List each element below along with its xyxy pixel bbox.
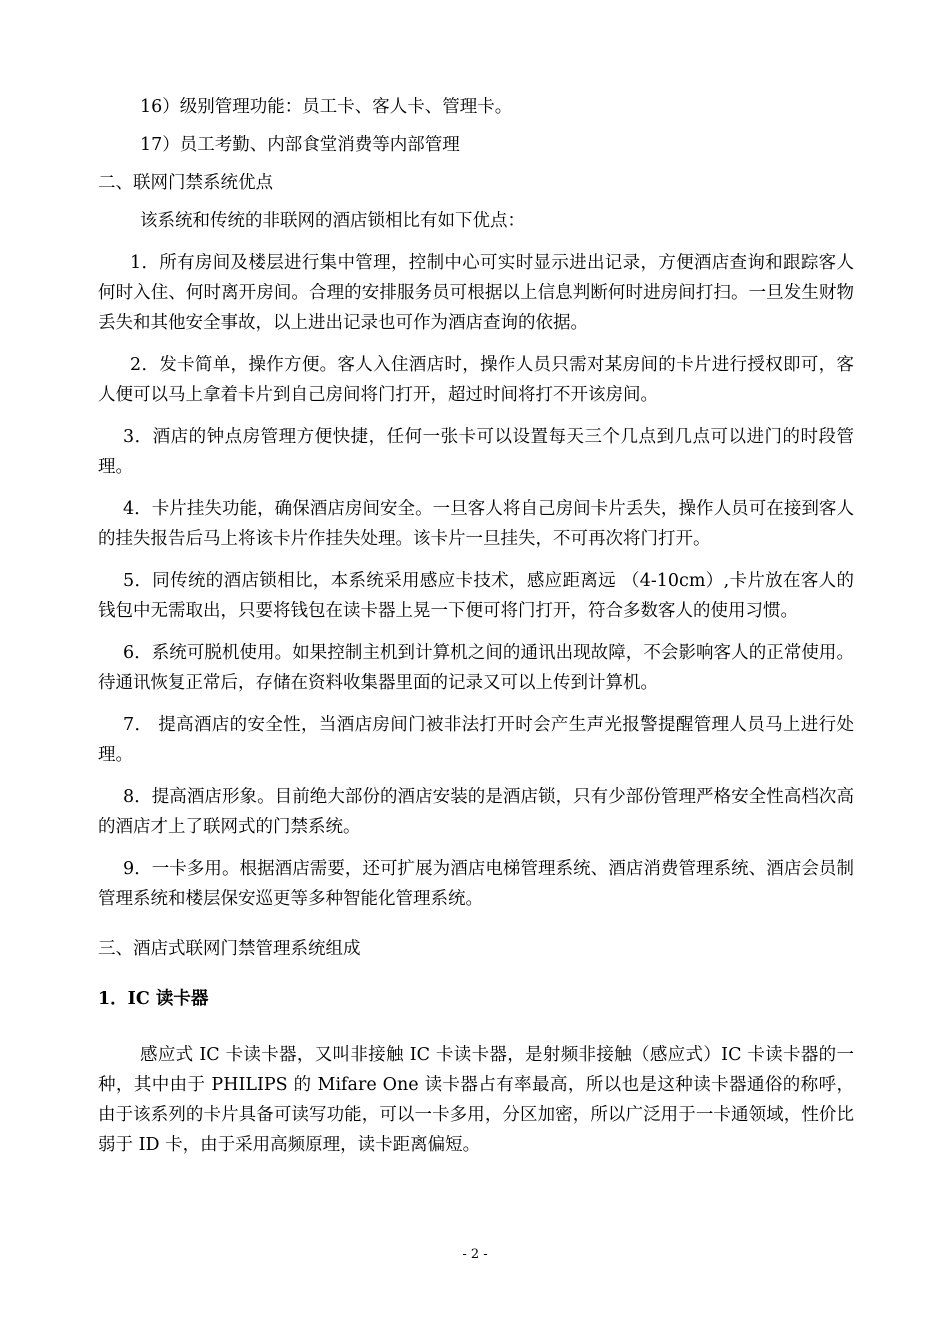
section-3-body: 感应式 IC 卡读卡器，又叫非接触 IC 卡读卡器，是射频非接触（感应式）IC 卡读卡器的一种，其中由于 PHILIPS 的 Mifare One 读卡器占有率最高，所以也是这种读卡器通俗的称呼，由于该系列的卡片具备可读写功能，可以一卡多用，分区加密，所以广泛用于一卡通领域，性价比弱于 ID 卡，由于采用高频原理，读卡距离偏短。 [98, 1045, 854, 1155]
advantage-point-6: 6．系统可脱机使用。如果控制主机到计算机之间的通讯出现故障，不会影响客人的正常使用。待通讯恢复正常后，存储在资料收集器里面的记录又可以上传到计算机。 [98, 643, 854, 693]
advantage-point-1: 1．所有房间及楼层进行集中管理，控制中心可实时显示进出记录，方便酒店查询和跟踪客人何时入住、何时离开房间。合理的安排服务员可根据以上信息判断何时进房间打扫。一旦发生财物丢失和其他安全事故，以上进出记录也可作为酒店查询的依据。 [98, 253, 854, 333]
advantage-point-4: 4．卡片挂失功能，确保酒店房间安全。一旦客人将自己房间卡片丢失，操作人员可在接到客人的挂失报告后马上将该卡片作挂失处理。该卡片一旦挂失，不可再次将门打开。 [98, 499, 854, 549]
advantage-point-9: 9．一卡多用。根据酒店需要，还可扩展为酒店电梯管理系统、酒店消费管理系统、酒店会员制管理系统和楼层保安巡更等多种智能化管理系统。 [98, 859, 854, 909]
page-number: - 2 - [462, 1247, 488, 1262]
document-page [98, 92, 854, 1160]
advantage-point-7: 7． 提高酒店的安全性，当酒店房间门被非法打开时会产生声光报警提醒管理人员马上进行处理。 [98, 715, 854, 765]
advantage-point-2: 2．发卡简单，操作方便。客人入住酒店时，操作人员只需对某房间的卡片进行授权即可，客人便可以马上拿着卡片到自己房间将门打开，超过时间将打不开该房间。 [98, 355, 854, 405]
section-2-intro: 该系统和传统的非联网的酒店锁相比有如下优点： [140, 211, 525, 231]
section-2-heading: 二、联网门禁系统优点 [98, 173, 273, 193]
list-item-17: 17）员工考勤、内部食堂消费等内部管理 [140, 135, 460, 155]
section-3-heading: 三、酒店式联网门禁管理系统组成 [98, 939, 361, 959]
advantage-point-8: 8．提高酒店形象。目前绝大部份的酒店安装的是酒店锁，只有少部份管理严格安全性高档次高的酒店才上了联网式的门禁系统。 [98, 787, 854, 837]
list-item-16: 16）级别管理功能：员工卡、客人卡、管理卡。 [140, 97, 513, 117]
advantage-point-3: 3．酒店的钟点房管理方便快捷，任何一张卡可以设置每天三个几点到几点可以进门的时段管理。 [98, 427, 854, 477]
advantage-point-5: 5．同传统的酒店锁相比，本系统采用感应卡技术，感应距离远 （4-10cm）,卡片放在客人的钱包中无需取出，只要将钱包在读卡器上晃一下便可将门打开，符合多数客人的使用习惯。 [98, 571, 854, 621]
section-3-subheading: 1．IC 读卡器 [98, 989, 209, 1009]
